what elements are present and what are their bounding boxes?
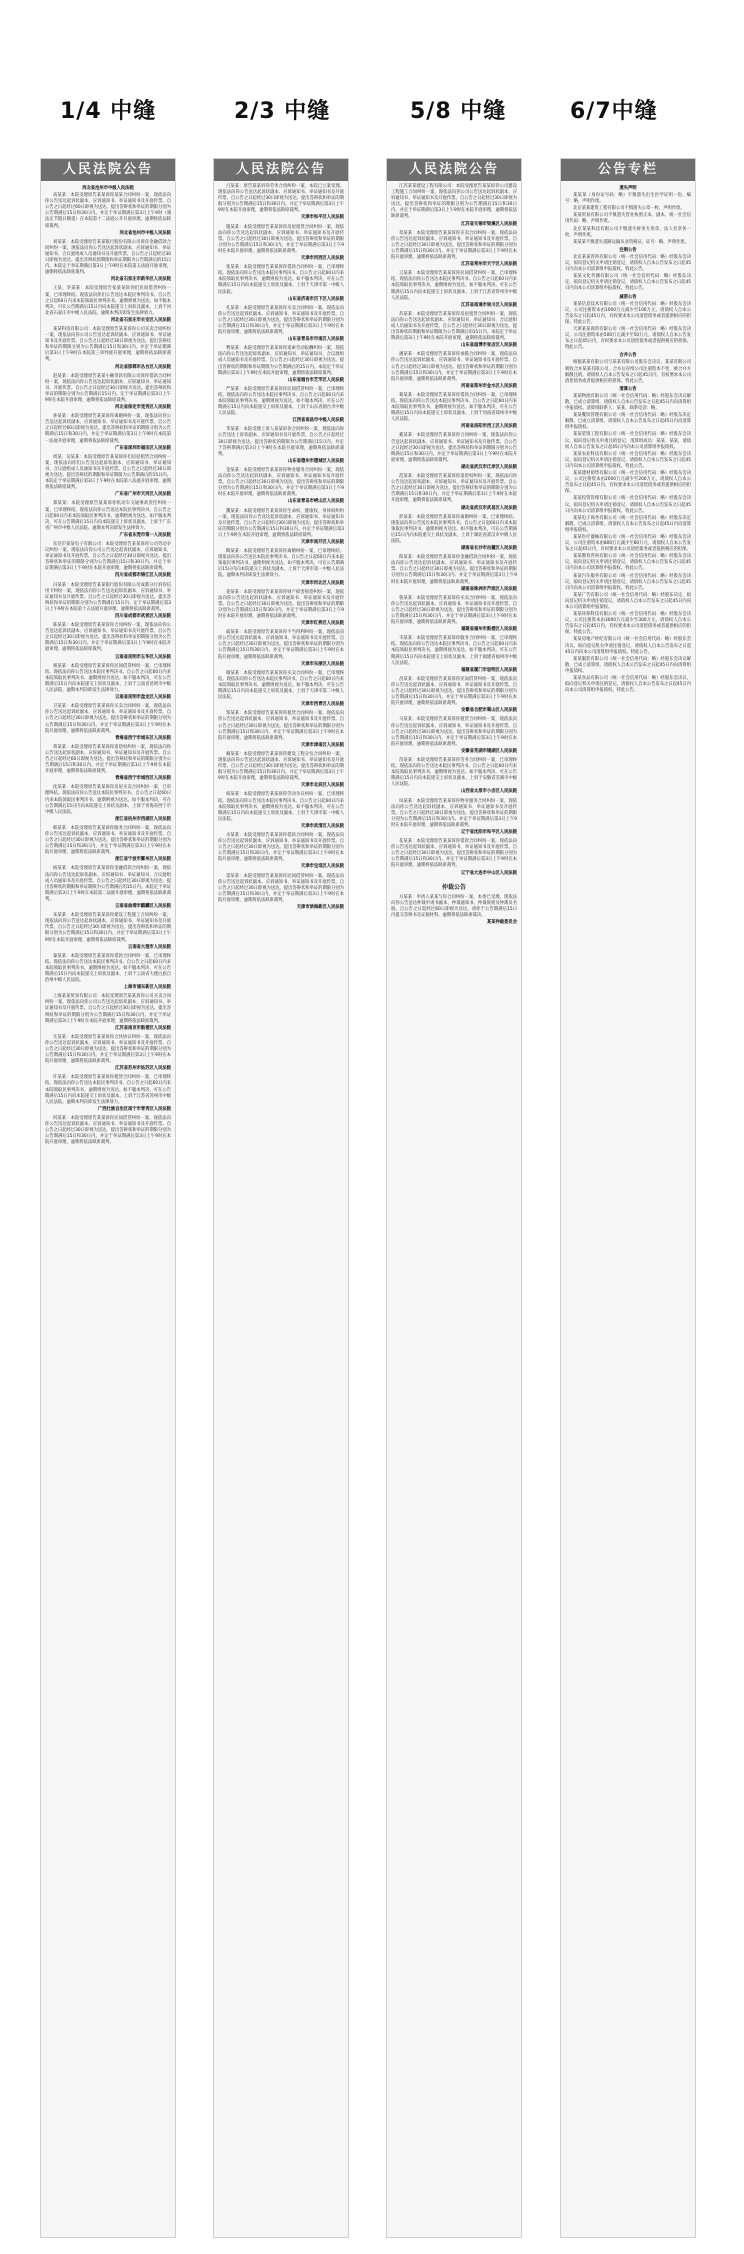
notice-paragraph: 某某装饰工程有限公司（统一社会信用代码：略）经股东会决议，拟向登记机关申请注销登记，清算组成员：某某、某某，请债权人自本公告发布之日起45日内向本公司清算组申报债权。: [565, 432, 691, 450]
notice-paragraph: 周某、吴某某：本院受理原告某某诉你们房屋租赁合同纠纷一案，现依法向你们公告送达起诉状副本、应诉通知书、举证通知书、合议庭组成人员通知书及开庭传票。自公告之日起经过30日即视为送达。提出答辩状的期限和举证期限为公告期满后的15日内。本院定于举证期满后第3日上午9时在本院第八法庭开庭审理，逾期将依法缺席裁判。: [45, 454, 171, 491]
notice-paragraph: 昌某某：本院受理原告某某诉你民间借贷纠纷一案，现依法向你公告送达起诉状副本、应诉通知书、举证通知书及开庭传票。自公告之日起经过30日即视为送达。提出答辩状和举证的期限分别为公告期满后15日和30日内。并定于举证期满后第3日上午9时在本院开庭审理，逾期将依法缺席裁判。: [391, 676, 517, 707]
notice-paragraph: 方某某：申请人某某与你合同纠纷一案，本委已受理。现依法向你公告送达仲裁申请书副本、仲裁通知书、仲裁规则及仲裁员名册。自公告之日起经过60日即视为送达。请你于公告期满后15日内提交答辩书及证据材料，逾期将依法缺席裁决。: [391, 894, 517, 918]
notice-paragraph: 某某广告有限公司（统一社会信用代码：略）经股东决定，拟向登记机关申请注销登记，请债权人自本公告发布之日起45日内向本公司清算组申报债权。: [565, 592, 691, 610]
issuing-court: 山东省青岛市崂山区人民法院: [288, 499, 344, 505]
notice-paragraph: 水某某：本院受理原告某某诉你借款合同纠纷一案，现依法向你公告送达起诉状副本、应诉通知书、举证通知书及开庭传票。自公告之日起经过30日即视为送达。提出答辩状和举证的期限分别为公告期满后15日和30日内。并定于举证期满后第3日上午9时在本院开庭审理，逾期将依法缺席裁判。: [218, 833, 344, 863]
notice-paragraph: 王某、李某某：本院受理原告张某某诉你们民间借贷纠纷一案，已审理终结。现依法向你们公告送达本院民事判决书。自公告之日起60日内来本院领取民事判决书，逾期则视为送达。如不服本判决，可在公告期满后15日内向本院递交上诉状及副本，上诉于河北省石家庄市中级人民法院。逾期本判决即发生法律效力。: [45, 286, 171, 316]
notice-paragraph: 华某某：本院受理上诉人某某诉你合同纠纷一案，现依法向你公告送达上诉状副本、应诉通知书及开庭传票。自公告之日起经过30日即视为送达。提出答辩状的期限为公告期满后15日内。并定于答辩期满后第3日上午9时在本院开庭审理，逾期将依法缺席裁判。: [218, 427, 344, 457]
issuing-court: 湖南省长沙市岳麓区人民法院: [461, 546, 517, 552]
notice-paragraph: 卫某某：本院受理原告某某诉你买卖合同纠纷一案，现依法向你公告送达起诉状副本、应诉通知书、举证通知书及开庭传票。自公告之日起经过30日即视为送达。提出答辩状和举证的期限分别为公告期满后15日和30日内。并定于举证期满后第3日上午9时在本院开庭审理，逾期将依法缺席裁判。: [45, 704, 171, 734]
issuing-court: 河北省保定市竞秀区人民法院: [115, 405, 171, 411]
notice-paragraph: 谢某某：本院受理原告某某诉你买卖合同纠纷一案，已审理终结。现依法向你公告送达本院民事判决书。自公告之日起60日内来本院领取民事判决书，逾期则视为送达。如不服本判决，可在公告期满后15日内向本院递交上诉状及副本，上诉于天津市第二中级人民法院。: [218, 670, 344, 701]
issuing-court: 广东省东莞市第一人民法院: [119, 532, 171, 538]
notice-heading: 减资公告: [619, 294, 637, 300]
notice-paragraph: 北京某某咨询有限公司（统一社会信用代码：略）经股东会决议，拟向登记机关申请注销登记，请债权人自本公告发布之日起45日内向本公司清算组申报债权。特此公告。: [565, 254, 691, 273]
issuing-court: 山东省淄博市张店区人民法院: [461, 343, 517, 349]
notice-paragraph: 邹某某：本院受理原告某某诉你租赁合同纠纷一案，现依法向你公告送达起诉状副本、应诉通知书、举证通知书及开庭传票。自公告之日起经过30日即视为送达。提出答辩状和举证的期限分别为公告期满后15日和30日内。并定于举证期满后第3日上午9时在本院开庭审理，逾期将依法缺席裁判。: [218, 711, 344, 741]
notice-paragraph: 某某建材销售有限公司（统一社会信用代码：略）经股东会决议，公司注册资本由2000万元减少至200万元，请债权人自本公告发布之日起45日内，有权要求本公司清偿债务或者提供相应的担保。: [565, 471, 691, 495]
column-header: 人民法院公告: [387, 159, 521, 181]
issuing-court: 四川省成都市锦江区人民法院: [115, 573, 171, 579]
issuing-court: 河北省邯郸市丛台区人民法院: [115, 364, 171, 370]
issuing-court: 福建省福州市鼓楼区人民法院: [461, 627, 517, 633]
notice-paragraph: 高某某：本院受理原告某某诉你某某合同纠纷一案，现依法向你公告送达起诉状副本、应诉通知书、举证通知书及开庭传票。自公告之日起经过60日即视为送达。提出答辩状和举证的期限分别为公告期满后15日和30日内。并定于举证期满后第3日上午9时（遇法定节假日顺延）在本院第十二法庭公开开庭审理，逾期将依法缺席裁判。: [45, 193, 171, 229]
notice-paragraph: 某某房地产经纪有限公司（统一社会信用代码：略）经股东会决议，拟向登记机关申请注销登记，请债权人自本公告发布之日起45日内向本公司清算组申报债权。特此公告。: [565, 637, 691, 655]
notice-paragraph: 云某某：本院受理原告某某诉你民间借贷纠纷一案，已审理终结。现依法向你公告送达本院民事判决书。自公告之日起60日内来本院领取民事判决书，逾期则视为送达。如不服本判决，可在公告期满后15日内向本院递交上诉状及副本，上诉于江苏省常州市中级人民法院。: [391, 271, 517, 301]
issuing-court: 湖南省株洲市芦淞区人民法院: [461, 586, 517, 592]
notice-paragraph: 苗某某：本院受理原告某某诉你劳务合同纠纷一案，已审理终结。现依法向你公告送达本院民事判决书。自公告之日起60日内来本院领取民事判决书，逾期则视为送达。如不服本判决，可在公告期满后15日内向本院递交上诉状及副本，上诉于安徽省芜湖市中级人民法院。: [391, 757, 517, 788]
notice-paragraph: 尤某某：本院受理原告某某诉你合伙协议纠纷一案，现依法向你公告送达起诉状副本、应诉通知书、举证通知书及开庭传票。自公告之日起经过30日即视为送达。提出答辩状和举证的期限分别为公告期满后15日和30日内。并定于举证期满后第3日上午9时在本院开庭审理，逾期将依法缺席裁判。: [45, 1034, 171, 1065]
issuing-court: 天津市河北区人民法院: [301, 580, 344, 586]
notice-paragraph: 窦某某：本院受理原告某某诉你民间借贷纠纷一案，现依法向你公告送达起诉状副本、应诉通知书、举证通知书及开庭传票。自公告之日起经过30日即视为送达。提出答辩状和举证的期限分别为公告期满后15日和30日内。并定于举证期满后第3日上午9时在本院开庭审理，逾期将依法缺席裁判。: [218, 873, 344, 903]
issuing-court: 湖北省武汉市江岸区人民法院: [461, 464, 517, 470]
notice-paragraph: 某某汽车服务有限公司（统一社会信用代码：略）经股东会决议，拟向登记机关申请注销登记，请债权人自本公告发布之日起45日内向本公司清算组申报债权。特此公告。: [565, 573, 691, 591]
notice-paragraph: 苏某某：本院受理原告某某诉你房屋租赁合同纠纷一案，现依法向你公告送达起诉状副本、应诉通知书、举证通知书、合议庭组成人员通知书及开庭传票。自公告之日起经过30日即视为送达。提出答辩状的期限和举证期限为公告期满后的15日内。本院定于举证期满后第3日上午9时在本院开庭审理，逾期将依法缺席裁判。: [391, 311, 517, 342]
issuing-court: 江苏省无锡市梁溪区人民法院: [461, 221, 517, 227]
notice-paragraph: 孙某某：本院受理原告某某诉你离婚纠纷一案，现依法向你公告送达起诉状副本、应诉通知书、举证通知书及开庭传票。自公告之日起经过60日即视为送达。提出答辩状和举证的期限分别为公告期满后15日和30日内。并定于举证期满后第3日上午9时在本院第一法庭开庭审理，逾期将依法缺席裁判。: [45, 414, 171, 444]
issuing-court: 某某仲裁委员会: [486, 920, 517, 926]
issuing-court: 辽宁省大连市中山区人民法院: [461, 870, 517, 876]
issuing-court: 河北省石家庄市新华区人民法院: [110, 277, 171, 283]
notice-paragraph: 某某餐饮管理有限公司（统一社会信用代码：略）经股东决定解散，已成立清算组，请债权人自本公告发布之日起45日内向清算组申报债权。: [565, 413, 691, 431]
issuing-court: 江西省南昌市中级人民法院: [292, 418, 344, 424]
notice-paragraph: 北京某某科技有限公司不慎遗失财务专用章、法人名章各一枚，声明作废。: [565, 226, 691, 238]
notice-paragraph: 江苏某某建设工程有限公司：本院受理原告某某诉你公司建设工程施工合同纠纷一案，现依法向你公司公告送达起诉状副本、应诉通知书、举证通知书及开庭传票。自公告之日起经过30日即视为送达。提出答辩状和举证的期限分别为公告期满后15日和30日内。并定于举证期满后第3日上午9时在本院开庭审理，逾期将依法缺席裁判。: [391, 184, 517, 220]
column-body: [41, 181, 175, 1150]
notice-heading: 遗失声明: [619, 186, 637, 191]
issuing-court: 安徽省合肥市蜀山区人民法院: [461, 708, 517, 714]
notice-paragraph: 某某某不慎遗失道路运输从业资格证，证号：略，声明作废。: [573, 239, 690, 245]
issuing-court: 天津市滨海新区人民法院: [296, 905, 344, 911]
notice-paragraph: 某某某（身份证号码：略）不慎遗失出生医学证明一份，编号：略，声明作废。: [565, 193, 691, 205]
issuing-court: 天津市津南区人民法院: [301, 742, 344, 748]
notice-paragraph: 某某医疗器械有限公司（统一社会信用代码：略）经股东会决议，公司注册资本由800万元减少至80万元，请债权人自本公告发布之日起45日内，有权要求本公司清偿债务或者提供相应的担保。: [565, 534, 691, 553]
notice-paragraph: 某某物流有限公司（统一社会信用代码：略）经股东会决议解散，已成立清算组，请债权人自本公告发布之日起45日内向清算组申报债权。清算组联系人：某某，联系电话：略。: [565, 393, 691, 412]
notice-paragraph: 陈某某：本院受理原告某某诉你合同纠纷一案，现依法向你公告送达起诉状副本、应诉通知书、举证通知书及开庭传票。自公告之日起经过30日即视为送达。提出答辩状和举证的期限分别为公告期满后15日和30日内。并定于举证期满后第3日上午9时在本院开庭审理，逾期将依法缺席裁判。: [45, 623, 171, 653]
issuing-court: 天津市东丽区人民法院: [301, 661, 344, 667]
notice-paragraph: 某某信息技术有限公司（统一社会信用代码：略）经股东会决议，公司注册资本由1000万元减少至100万元，请债权人自本公告发布之日起45日内，有权要求本公司清偿债务或者提供相应的担保。特此公告。: [565, 301, 691, 325]
section-title: 仲裁公告: [441, 883, 466, 891]
notice-paragraph: 花某某：本院受理原告某某诉你借款合同纠纷一案，现依法向你公告送达起诉状副本、应诉通知书、举证通知书及开庭传票。自公告之日起经过30日即视为送达。提出答辩状和举证的期限分别为公告期满后15日和30日内。并定于举证期满后第3日上午9时在本院开庭审理，逾期将依法缺席裁判。: [391, 839, 517, 869]
notice-paragraph: 某某电子商务有限公司（统一社会信用代码：略）经股东决定解散，已成立清算组，请债权人自本公告发布之日起45日内向清算组申报债权。: [565, 515, 691, 533]
issuing-court: 浙江省杭州市西湖区人民法院: [115, 816, 171, 822]
notice-column-3: [386, 158, 522, 2238]
notice-paragraph: 韩某某：本院受理原告某某诉你服务合同纠纷一案，现依法向你公告送达起诉状副本、应诉通知书、举证通知书及开庭传票。自公告之日起经过30日即视为送达。提出答辩状和举证的期限分别为公告期满后15日和30日内。并定于举证期满后第3日上午9时在本院开庭审理，逾期将依法缺席裁判。: [45, 825, 171, 856]
issuing-court: 河南省郑州市金水区人民法院: [461, 383, 517, 389]
issuing-court: 天津市和平区人民法院: [301, 215, 344, 221]
notice-paragraph: 秦某某：本院受理原告某某诉你借款合同纠纷一案，已审理终结。现依法向你公告送达本院民事判决书。自公告之日起60日内来本院领取民事判决书，逾期则视为送达。如不服本判决，可在公告期满后15日内向本院递交上诉状及副本，上诉于云南省大理白族自治州中级人民法院。: [45, 953, 171, 984]
notice-paragraph: 马某某：本院受理原告某某诉你租赁合同纠纷一案，现依法向你公告送达起诉状副本、应诉通知书、举证通知书及开庭传票。自公告之日起经过30日即视为送达。提出答辩状和举证的期限分别为公告期满后15日和30日内。并定于举证期满后第3日上午9时在本院开庭审理，逾期将依法缺席裁判。: [391, 717, 517, 747]
notice-paragraph: 陶某某：本院受理原告某某诉你离婚纠纷一案，已审理终结。现依法向你公告送达本院民事判决书。自公告之日起60日内来本院领取民事判决书，逾期则视为送达。如不服本判决，可在公告期满后15日内向本院递交上诉状及副本，上诉于天津市第一中级人民法院。逾期本判决即发生法律效力。: [218, 549, 344, 579]
notice-paragraph: 郎某某：本院受理原告某某诉你金融借款合同纠纷一案，现依法向你公告送达起诉状副本、应诉通知书、举证通知书及开庭传票。自公告之日起经过30日即视为送达。提出答辩状和举证的期限分别为公告期满后15日和30日内。并定于举证期满后第3日上午9时在本院开庭审理，逾期将依法缺席裁判。: [391, 555, 517, 585]
notice-paragraph: 刘某某：本院受理原告某某银行股份有限公司诉你金融借款合同纠纷一案，现依法向你公告送达起诉状副本、应诉通知书、举证通知书、合议庭组成人员通知书及开庭传票。自公告之日起经过30日即视为送达。提出答辩状的期限和举证期限为公告期满后的15日内。本院定于举证期满后第3日上午9时在本院第五法庭开庭审理，逾期将依法缺席裁判。: [45, 239, 171, 276]
issuing-court: 天津市北辰区人民法院: [301, 783, 344, 789]
notice-paragraph: 何某某：本院受理原告某某诉你民间借贷纠纷一案，现依法向你公告送达起诉状副本、应诉通知书、举证通知书及开庭传票。自公告之日起经过30日即视为送达。提出答辩状和举证的期限分别为公告期满后15日和30日内。并定于举证期满后第3日上午9时在本院开庭审理，逾期将依法缺席裁判。: [45, 1115, 171, 1146]
notice-paragraph: 某某文化传播有限公司（统一社会信用代码：略）经股东决定，拟向登记机关申请注销登记，请债权人自本公告发布之日起45日内向本公司清算组申报债权。特此公告。: [565, 274, 691, 292]
issuing-court: 山东省青岛市市南区人民法院: [288, 337, 344, 343]
notice-paragraph: 严某某：本院受理原告某某诉你民间借贷纠纷一案，已审理终结。现依法向你公告送达本院民事判决书。自公告之日起60日内来本院领取民事判决书，逾期则视为送达。如不服本判决，可在公告期满后15日内向本院递交上诉状及副本，上诉于山东省烟台市中级人民法院。: [218, 386, 344, 417]
notice-paragraph: 某某食品有限公司（统一社会信用代码：略）经股东会决议，拟向登记机关申请注销登记，请债权人自本公告发布之日起45日内向本公司清算组申报债权。特此公告。: [565, 676, 691, 694]
fold-label-6-7: 6/7中缝: [570, 99, 658, 124]
issuing-court: 天津市红桥区人民法院: [301, 621, 344, 627]
notice-paragraph: 天津某某商贸有限公司（统一社会信用代码：略）经股东会决议，公司注册资本由500万元减少至50万元，请债权人自本公告发布之日起45日内，有权要求本公司清偿债务或者提供相应的担保。特此公告。: [565, 326, 691, 351]
column-header: 人民法院公告: [214, 159, 348, 181]
notice-paragraph: 赵某某：本院受理原告某某小额贷款有限公司诉你借款合同纠纷一案，现依法向你公告送达起诉状副本、应诉通知书、举证通知书、开庭传票。自公告之日起经过30日即视为送达。提出答辩状和举证的期限分别为公告期满后15日内。定于举证期满后第3日上午9时在本院开庭审理，逾期将依法缺席裁判。: [45, 373, 171, 403]
notice-column-1: [40, 158, 176, 2238]
column-body: [561, 181, 695, 698]
issuing-court: 天津市河西区人民法院: [301, 256, 344, 262]
issuing-court: 云南省曲靖市麒麟区人民法院: [115, 904, 171, 910]
issuing-court: 广东省深圳市福田区人民法院: [115, 445, 171, 451]
issuing-court: 四川省成都市武侯区人民法院: [115, 614, 171, 619]
notice-paragraph: 某某环保科技有限公司（统一社会信用代码：略）经股东会决议，公司注册资本由3000万元减少至300万元，请债权人自本公告发布之日起45日内，有权要求本公司清偿债务或者提供相应的担保。特此公告。: [565, 612, 691, 636]
notice-heading: 注销公告: [619, 247, 637, 253]
notice-paragraph: 彭某某：本院受理原告某某诉你离婚纠纷一案，已审理终结。现依法向你公告送达本院民事判决书。自公告之日起60日内来本院领取民事判决书，逾期则视为送达。如不服本判决，可在公告期满后15日内向本院递交上诉状及副本，上诉于湖北省武汉市中级人民法院。: [391, 514, 517, 544]
issuing-court: 湖北省武汉市武昌区人民法院: [461, 505, 517, 511]
notice-paragraph: 上海某某贸易有限公司：本院受理原告某某诉你公司买卖合同纠纷一案，现依法向你公司公告送达起诉状副本、应诉通知书、举证通知书及开庭传票。自公告之日起经过30日即视为送达。提出答辩状和举证的期限分别为公告期满后15日和30日内。并定于举证期满后第3日上午9时在本院开庭审理，逾期将依法缺席裁判。: [45, 994, 171, 1024]
issuing-court: 青海省西宁市城东区人民法院: [115, 735, 171, 741]
issuing-court: 河北省沧州市中级人民法院: [119, 230, 171, 236]
notice-paragraph: 根据某某有限公司与某某有限公司股东会决议，某某有限公司吸收合并某某有限公司，合并后存续公司注册资本不变，被合并方解散注销。请债权人自本公告发布之日起45日内，有权要求本公司清偿债务或者提供相应的担保。特此公告。: [565, 360, 691, 384]
issuing-court: 江苏省常州市天宁区人民法院: [461, 262, 517, 268]
notice-paragraph: 朱某某：本院受理原告某某诉你建设工程施工合同纠纷一案，现依法向你公告送达起诉状副本、应诉通知书、举证通知书及开庭传票。自公告之日起经过30日即视为送达。提出答辩状和举证的期限分别为公告期满后15日和30日内。并定于举证期满后第3日上午9时在本院开庭审理，逾期将依法缺席裁判。: [45, 913, 171, 943]
notice-paragraph: 凤某某：本院受理原告某某诉你物业服务合同纠纷一案，现依法向你公告送达起诉状副本、应诉通知书、举证通知书及开庭传票。自公告之日起经过30日即视为送达。提出答辩状和举证的期限分别为公告期满后15日和30日内。并定于举证期满后第3日上午9时在本院开庭审理，逾期将依法缺席裁判。: [391, 798, 517, 828]
issuing-court: 天津市宝坻区人民法院: [301, 864, 344, 870]
notice-paragraph: 褚某某：本院受理原告某某诉你民间借贷纠纷一案，已审理终结。现依法向你公告送达本院民事判决书。自公告之日起60日内来本院领取民事判决书，逾期则视为送达。如不服本判决，可在公告期满后15日内向本院递交上诉状及副本，上诉于云南省昆明市中级人民法院。逾期本判决即发生法律效力。: [45, 663, 171, 694]
issuing-court: 广西壮族自治区南宁市青秀区人民法院: [97, 1106, 171, 1112]
notice-paragraph: 范某某：本院受理原告某某诉你追偿权纠纷一案，现依法向你公告送达起诉状副本、应诉通知书、举证通知书及开庭传票。自公告之日起经过30日即视为送达。提出答辩状和举证的期限分别为公告期满后15日和30日内。并定于举证期满后第3日上午9时在本院开庭审理，逾期将依法缺席裁判。: [391, 474, 517, 504]
notice-paragraph: 某某投资管理有限公司（统一社会信用代码：略）经股东会决议，拟向登记机关申请注销登记，请债权人自本公告发布之日起45日内向本公司清算组申报债权。特此公告。: [565, 496, 691, 514]
notice-column-4: [560, 158, 696, 2238]
notice-paragraph: 某某农业科技有限公司（统一社会信用代码：略）经股东会决议，拟向登记机关申请注销登记，请债权人自本公告发布之日起45日内向本公司清算组申报债权。特此公告。: [565, 451, 691, 469]
column-header: 人民法院公告: [41, 159, 175, 181]
fold-label-5-8: 5/8 中缝: [410, 99, 507, 124]
notice-paragraph: 金某某：本院受理原告某某诉你物业服务合同纠纷一案，现依法向你公告送达起诉状副本、应诉通知书、举证通知书及开庭传票。自公告之日起经过30日即视为送达。提出答辩状和举证的期限分别为公告期满后15日和30日内。并定于举证期满后第3日上午9时在本院开庭审理，逾期将依法缺席裁判。: [218, 467, 344, 498]
notice-column-2: [213, 158, 349, 2238]
column-header: 公告专栏: [561, 159, 695, 181]
notice-paragraph: 韦某某：本院受理原告某某诉你服务合同纠纷一案，已审理终结。现依法向你公告送达本院民事判决书。自公告之日起60日内来本院领取民事判决书，逾期则视为送达。如不服本判决，可在公告期满后15日内向本院递交上诉状及副本，上诉于福建省福州市中级人民法院。: [391, 636, 517, 666]
issuing-court: 福建省厦门市思明区人民法院: [461, 667, 517, 673]
notice-paragraph: 张某某：本院受理原告某某诉你借款合同纠纷一案，已审理终结。现依法向你公告送达本院民事判决书。自公告之日起60日内来本院领取民事判决书，逾期则视为送达。如不服本判决，可在公告期满后15日内向本院递交上诉状及副本，上诉于天津市第一中级人民法院。: [218, 265, 344, 295]
notice-paragraph: 北京某某建筑工程有限公司不慎遗失公章一枚，声明作废。: [573, 206, 685, 212]
notice-paragraph: 郑某某：本院受理原告某某诉你机动车交通事故责任纠纷一案，已审理终结。现依法向你公告送达本院民事判决书。自公告之日起60日内来本院领取民事判决书，逾期则视为送达。如不服本判决，可在公告期满后15日内向本院递交上诉状及副本，上诉于广东省广州市中级人民法院。逾期本判决即发生法律效力。: [45, 501, 171, 531]
notice-paragraph: 章某某：本院受理原告某某诉你买卖合同纠纷一案，现依法向你公告送达起诉状副本、应诉通知书、举证通知书及开庭传票。自公告之日起经过30日即视为送达。提出答辩状和举证的期限分别为公告期满后15日和30日内。并定于举证期满后第3日上午9时在本院开庭审理，逾期将依法缺席裁判。: [391, 230, 517, 261]
issuing-court: 河北省石家庄市长安区人民法院: [110, 317, 171, 323]
issuing-court: 江苏省南京市鼓楼区人民法院: [115, 1025, 171, 1031]
notice-paragraph: 葛某某：本院受理原告某某诉你借款合同纠纷一案，已审理终结。现依法向你公告送达本院民事判决书。自公告之日起60日内来本院领取民事判决书，逾期则视为送达。如不服本判决，可在公告期满后15日内向本院递交上诉状及副本，上诉于河南省郑州市中级人民法院。: [391, 392, 517, 423]
notice-heading: 河北省沧州市中级人民法院: [82, 186, 134, 191]
issuing-court: 云南省大理市人民法院: [128, 944, 171, 950]
notice-paragraph: 鲁某某：本院受理原告某某诉你买卖合同纠纷一案，现依法向你公告送达起诉状副本、应诉通知书、举证通知书及开庭传票。自公告之日起经过30日即视为送达。提出答辩状和举证的期限分别为公告期满后15日和30日内。并定于举证期满后第3日上午9时在本院开庭审理，逾期将依法缺席裁判。: [391, 595, 517, 626]
issuing-court: 山东省济南市历下区人民法院: [288, 296, 344, 302]
fold-label-1-4: 1/4 中缝: [60, 99, 157, 124]
fold-label-2-3: 2/3 中缝: [234, 99, 331, 124]
notice-heading: 清算公告: [619, 386, 637, 392]
issuing-court: 江苏省苏州市姑苏区人民法院: [115, 1066, 171, 1072]
issuing-court: 山东省德州市德城区人民法院: [288, 458, 344, 464]
notice-paragraph: 柏某某：本院受理原告某某诉你劳动争议纠纷一案，已审理终结。现依法向你公告送达本院民事判决书。自公告之日起60日内来本院领取民事判决书，逾期则视为送达。如不服本判决，可在公告期满后15日内向本院递交上诉状及副本，上诉于天津市第一中级人民法院。: [218, 792, 344, 822]
notice-paragraph: 沈某某：本院受理原告某某诉你房屋买卖合同纠纷一案，已审理终结。现依法向你公告送达本院民事判决书。自公告之日起60日内来本院领取民事判决书，逾期则视为送达。如不服本判决，可在公告期满后15日内向本院递交上诉状及副本，上诉于青海省西宁市中级人民法院。: [45, 785, 171, 815]
notice-paragraph: 奚某某：本院受理原告某某诉你合同纠纷一案，现依法向你公告送达起诉状副本、应诉通知书、举证通知书及开庭传票。自公告之日起经过30日即视为送达。提出答辩状和举证的期限分别为公告期满后15日和30日内。并定于举证期满后第3日上午9时在本院开庭审理，逾期将依法缺席裁判。: [391, 433, 517, 463]
notice-paragraph: 喻某某：本院受理原告某某诉你建设工程分包合同纠纷一案，现依法向你公告送达起诉状副本、应诉通知书、举证通知书及开庭传票。自公告之日起经过30日即视为送达。提出答辩状和举证的期限分别为公告期满后15日和30日内。并定于举证期满后第3日上午9时在本院开庭审理，逾期将依法缺席裁判。: [218, 751, 344, 782]
issuing-court: 浙江省宁波市鄞州区人民法院: [115, 857, 171, 863]
issuing-court: 山西省太原市小店区人民法院: [461, 789, 517, 795]
issuing-court: 安徽省芜湖市镜湖区人民法院: [461, 748, 517, 754]
notice-paragraph: 施某某：本院受理原告某某诉你房屋租赁合同纠纷一案，现依法向你公告送达起诉状副本、应诉通知书、举证通知书及开庭传票。自公告之日起经过30日即视为送达。提出答辩状和举证的期限分别为公告期满后15日和30日内。并定于举证期满后第3日上午9时在本院开庭审理，逾期将依法缺席裁判。: [218, 224, 344, 254]
issuing-court: 天津市南开区人民法院: [301, 539, 344, 545]
issuing-court: 天津市武清区人民法院: [301, 823, 344, 829]
notice-heading: 合并公告: [619, 353, 637, 359]
notice-paragraph: 吕某某：原告某某诉你劳务合同纠纷一案，本院已立案受理。现依法向你公告送达起诉状副本、应诉通知书、举证通知书及开庭传票。自公告之日起经过30日即视为送达。提出答辩状和举证的期限分别为公告期满后15日和30日内。并定于举证期满后第3日上午9时在本院开庭审理，逾期将依法缺席裁判。: [218, 184, 344, 214]
notice-paragraph: 某某贸易有限公司不慎遗失营业执照正本、副本，统一社会信用代码：略，声明作废。: [565, 213, 691, 225]
notice-paragraph: 蒋某某：本院受理原告某某诉你追偿权纠纷一案，现依法向你公告送达起诉状副本、应诉通知书、举证通知书及开庭传票。自公告之日起经过60日即视为送达。提出答辩状和举证的期限分别为公告期满后15日和30日内。并定于举证期满后第3日上午9时在本院开庭审理，逾期将依法缺席裁判。: [45, 744, 171, 775]
notice-paragraph: 某某教育咨询有限公司（统一社会信用代码：略）经股东会决议，拟向登记机关申请注销登记，请债权人自本公告发布之日起45日内向本公司清算组申报债权。特此公告。: [565, 554, 691, 572]
issuing-court: 青海省西宁市城西区人民法院: [115, 776, 171, 782]
notice-paragraph: 魏某某：本院受理原告某某诉你生命权、健康权、身体权纠纷一案，现依法向你公告送达起诉状副本、应诉通知书、举证通知书及开庭传票。自公告之日起经过30日即视为送达。提出答辩状和举证的期限分别为公告期满后15日和30日内。并定于举证期满后第3日上午9时在本院开庭审理，逾期将依法缺席裁判。: [218, 508, 344, 538]
issuing-court: 河南省洛阳市西工区人民法院: [461, 424, 517, 430]
issuing-court: 江苏省南通市崇川区人民法院: [461, 302, 517, 308]
column-body: [214, 181, 348, 917]
issuing-court: 云南省昆明市盘龙区人民法院: [115, 695, 171, 701]
notice-paragraph: 戚某某：本院受理原告某某诉你不当得利纠纷一案，现依法向你公告送达起诉状副本、应诉通知书、举证通知书及开庭传票。自公告之日起经过30日即视为送达。提出答辩状和举证的期限分别为公告期满后15日和30日内。并定于举证期满后第3日上午9时在本院开庭审理，逾期将依法缺席裁判。: [218, 630, 344, 660]
notice-paragraph: 某某服装有限公司（统一社会信用代码：略）经股东会决议解散，已成立清算组，请债权人自本公告发布之日起45日内向清算组申报债权。: [565, 656, 691, 674]
issuing-court: 山东省烟台市芝罘区人民法院: [288, 377, 344, 383]
notice-paragraph: 杨某某：本院受理原告某某诉你金融借款合同纠纷一案，现依法向你公告送达起诉状副本、应诉通知书、举证通知书、合议庭组成人员通知书及开庭传票。自公告之日起经过30日即视为送达。提出答辩状的期限和举证期限为公告期满后的15日内。本院定于举证期满后第3日上午9时在本院第二法庭开庭审理，逾期将依法缺席裁判。: [45, 866, 171, 902]
notice-paragraph: 孔某某：本院受理原告某某诉你买卖合同纠纷一案，现依法向你公告送达起诉状副本、应诉通知书、举证通知书及开庭传票。自公告之日起经过30日即视为送达。提出答辩状和举证的期限分别为公告期满后15日和30日内。并定于举证期满后第3日上午9时在本院开庭审理，逾期将依法缺席裁判。: [218, 305, 344, 336]
issuing-court: 云南省昆明市五华区人民法院: [115, 654, 171, 660]
notice-paragraph: 曹某某：本院受理原告某某诉你追索劳动报酬纠纷一案，现依法向你公告送达起诉状副本、应诉通知书、举证通知书、合议庭组成人员通知书及开庭传票。自公告之日起经过30日即视为送达。提出答辩状的期限和举证期限为公告期满后的15日内。本院定于举证期满后第3日上午9时在本院开庭审理，逾期将依法缺席裁判。: [218, 346, 344, 376]
issuing-court: 辽宁省沈阳市和平区人民法院: [461, 830, 517, 835]
notice-paragraph: 潘某某：本院受理原告某某诉你承揽合同纠纷一案，现依法向你公告送达起诉状副本、应诉通知书、举证通知书及开庭传票。自公告之日起经过30日即视为送达。提出答辩状和举证的期限分别为公告期满后15日和30日内。并定于举证期满后第3日上午9时在本院开庭审理，逾期将依法缺席裁判。: [391, 352, 517, 382]
issuing-court: 上海市浦东新区人民法院: [123, 985, 171, 991]
notice-paragraph: 冯某某：本院受理原告某某银行股份有限公司成都分行诉你信用卡纠纷一案，现依法向你公告送达起诉状副本、应诉通知书、举证通知书及开庭传票。自公告之日起经过30日即视为送达。提出答辩状和举证的期限分别为公告期满后15日内。定于举证期满后第3日上午9时在本院第十五法庭开庭审理，逾期将依法缺席裁判。: [45, 582, 171, 612]
issuing-court: 天津市西青区人民法院: [301, 702, 344, 708]
notice-paragraph: 许某某：本院受理原告某某诉你租赁合同纠纷一案，已审理终结。现依法向你公告送达本院民事判决书。自公告之日起60日内来本院领取民事判决书，逾期则视为送达。如不服本判决，可在公告期满后15日内向本院递交上诉状及副本，上诉于江苏省苏州市中级人民法院。逾期本判决即发生法律效力。: [45, 1075, 171, 1105]
notice-paragraph: 姜某某：本院受理原告某某诉你财产损害赔偿纠纷一案，现依法向你公告送达起诉状副本、应诉通知书、举证通知书及开庭传票。自公告之日起经过30日即视为送达。提出答辩状和举证的期限分别为公告期满后15日和30日内。并定于举证期满后第3日上午9时在本院开庭审理，逾期将依法缺席裁判。: [218, 589, 344, 619]
issuing-court: 广东省广州市天河区人民法院: [115, 492, 171, 498]
notice-paragraph: 东莞市某某电子有限公司：本院受理原告某某诉你公司劳动争议纠纷一案，现依法向你公司公告送达起诉状副本、应诉通知书、举证通知书及开庭传票。自公告之日起经过30日即视为送达。提出答辩状和举证的期限分别为公告期满后15日和30日内。并定于举证期满后第3日上午9时在本院开庭审理，逾期将依法缺席裁判。: [45, 541, 171, 572]
notice-paragraph: 某某科技有限公司：本院受理原告某某诉你公司买卖合同纠纷一案，现依法向你公司公告送达起诉状副本、应诉通知书、举证通知书及开庭传票。自公告之日起经过30日即视为送达。提出答辩状和举证的期限分别为公告期满后15日和30日内。并定于举证期满后第3日上午9时在本院第三审判庭开庭审理，逾期将依法缺席裁判。: [45, 326, 171, 363]
column-body: [387, 181, 521, 932]
